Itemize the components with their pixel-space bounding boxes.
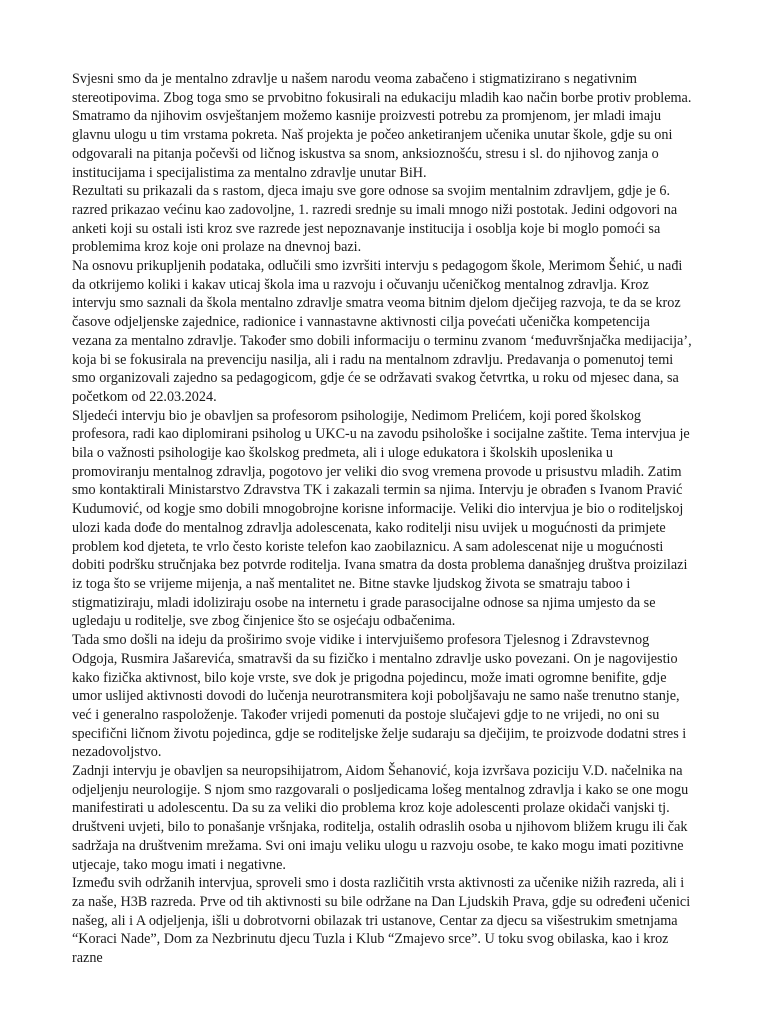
paragraph: Na osnovu prikupljenih podataka, odlučili smo izvršiti intervju s pedagogom škole, Merimom Šehić, u nađi da otkrijemo koliki i kakav uticaj škola ima u razvoju i očuvanju učeničkog mentalnog zdravlja. Kroz intervju smo saznali da škola mentalno zdravlje smatra veoma bitnim djelom dječijeg razvoja, te da se kroz časove odjeljenske zajednice, radionice i vannastavne aktivnosti cilja povećati učenička kompetencija vezana za mentalno zdravlje. Također smo dobili informaciju o terminu zvanom ‘međuvršnjačka medijacija’, koja bi se fokusirala na prevenciju nasilja, ali i radu na mentalnom zdravlju. Predavanja o pomenutoj temi smo organizovali zajedno sa pedagogicom, gdje će se održavati svakog četvrtka, u roku od mjesec dana, sa početkom od 22.03.2024. <box>72 258 692 405</box>
paragraph: Između svih održanih intervjua, sproveli smo i dosta različitih vrsta aktivnosti za učenike nižih razreda, ali i za naše, H3B razreda. Prve od tih aktivnosti su bile održane na Dan Ljudskih Prava, gdje su određeni učenici našeg, ali i A odjeljenja, išli u dobrotvorni obilazak tri ustanove, Centar za djecu sa višestrukim smetnjama “Koraci Nade”, Dom za Nezbrinutu djecu Tuzla i Klub “Zmajevo srce”. U toku svog obilaska, kao i kroz razne <box>72 875 691 967</box>
document-body <box>72 70 692 968</box>
paragraph: Zadnji intervju je obavljen sa neuropsihijatrom, Aidom Šehanović, koja izvršava poziciju V.D. načelnika na odjeljenju neurologije. S njom smo razgovarali o posljedicama lošeg mentalnog zdravlja i kako se one mogu manifestirati u adolescentu. Da su za veliki dio problema kroz koje adolescenti prolaze okidači vanjski tj. društveni uvjeti, bilo to ponašanje vršnjaka, roditelja, ostalih odraslih osoba u njihovom bližem krugu ili čak sadržaja na društvenim mrežama. Svi oni imaju veliku ulogu u razvoju osobe, te kako mogu imati pozitivne utjecaje, tako mogu imati i negativne. <box>72 763 689 873</box>
paragraph: Svjesni smo da je mentalno zdravlje u našem narodu veoma zabačeno i stigmatizirano s negativnim stereotipovima. Zbog toga smo se prvobitno fokusirali na edukaciju mladih kao način borbe protiv problema. Smatramo da njihovim osvještanjem možemo kasnije proizvesti potrebu za promjenom, jer mladi imaju glavnu ulogu u tim vrstama pokreta. Naš projekta je počeo anketiranjem učenika unutar škole, gdje su oni odgovarali na pitanja počevši od ličnog iskustva sa snom, anksioznošću, stresu i sl. do njihovog zanja o institucijama i specijalistima za mentalno zdravlje unutar BiH. <box>72 71 692 181</box>
paragraph: Sljedeći intervju bio je obavljen sa profesorom psihologije, Nedimom Prelićem, koji pored školskog profesora, radi kao diplomirani psiholog u UKC-u na zavodu psihološke i socijalne zaštite. Tema intervjua je bila o važnosti psihologije kao školskog predmeta, ali i uloge edukatora i školskih uposlenika u promoviranju mentalnog zdravlja, pogotovo jer veliki dio svog vremena provode u prisustvu mladih. Zatim smo kontaktirali Ministarstvo Zdravstva TK i zakazali termin sa njima. Intervju je obrađen s Ivanom Pravić Kudumović, od kogje smo dobili mnogobrojne korisne informacije. Veliki dio intervjua je bio o roditeljskoj ulozi kada dođe do mentalnog zdravlja adolescenata, kako roditelji nisu uvijek u mogućnosti da primjete problem kod djeteta, te vrlo često koriste telefon kao zaobilaznicu. A sam adolescenat nije u mogućnosti dobiti podršku stručnjaka bez potvrde roditelja. Ivana smatra da dosta problema današnjeg društva proizilazi iz toga što se vrijeme mijenja, a naš mentalitet ne. Bitne stavke ljudskog života se smatraju taboo i stigmatiziraju, mladi idoliziraju osobe na internetu i grade parasocijalne odnose sa njima umjesto da se ugledaju u roditelje, sve zbog činjenice što se osjećaju odbačenima. <box>72 407 690 630</box>
paragraph: Tada smo došli na ideju da proširimo svoje vidike i intervjuišemo profesora Tjelesnog i Zdravstevnog Odgoja, Rusmira Jašarevića, smatravši da su fizičko i mentalno zdravlje usko povezani. On je nagovijestio kako fizička aktivnost, bilo koje vrste, sve dok je prigodna pojedincu, može imati ogromne benifite, gdje umor uslijed aktivnosti dovodi do lučenja neurotransmitera koji poboljšavaju ne samo naše trenutno stanje, već i generalno raspoloženje. Također vrijedi pomenuti da postoje slučajevi gdje to ne vrijedi, no oni su specifični ličnom životu pojedinca, gdje se roditeljske želje sudaraju sa dječijim, te proizvode dodatni stres i nezadovoljstvo. <box>72 632 687 761</box>
paragraph: Rezultati su prikazali da s rastom, djeca imaju sve gore odnose sa svojim mentalnim zdravljem, gdje je 6. razred prikazao većinu kao zadovoljne, 1. razredi srednje su imali mnogo niži postotak. Jedini odgovori na anketi koji su ostali isti kroz sve razrede jest nepoznavanje institucija i osoblja koje bi moglo pomoći sa problemima kroz koje oni prolaze na dnevnoj bazi. <box>72 183 678 256</box>
